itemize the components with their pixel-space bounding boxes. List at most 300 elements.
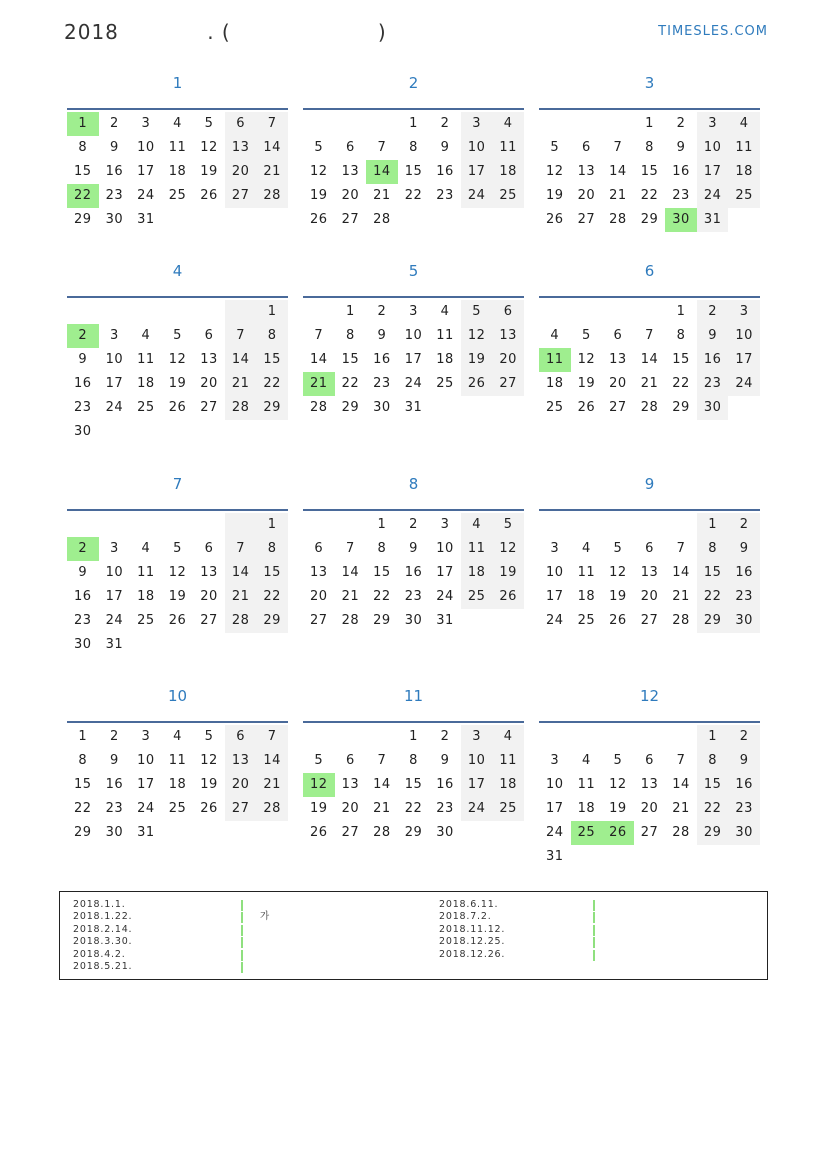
day-grid	[539, 513, 760, 633]
day-cell: 4	[173, 116, 182, 131]
day-cell: 23	[697, 372, 729, 396]
empty-cell	[665, 725, 697, 749]
legend-marker	[241, 962, 243, 973]
day-cell: 3	[109, 328, 119, 343]
day-cell: 16	[728, 561, 760, 585]
empty-cell	[256, 821, 288, 845]
day-cell: 2	[67, 324, 99, 348]
day-cell: 2	[109, 116, 119, 131]
month-divider	[539, 721, 760, 723]
day-cell: 25	[492, 184, 524, 208]
day-cell: 13	[200, 565, 218, 580]
day-cell: 4	[581, 541, 591, 556]
day-cell: 20	[200, 376, 218, 391]
day-cell: 20	[310, 589, 328, 604]
empty-cell	[728, 396, 760, 420]
day-cell: 4	[492, 725, 524, 749]
day-cell: 1	[78, 729, 88, 744]
day-cell: 27	[341, 212, 360, 227]
day-cell: 17	[697, 160, 729, 184]
day-cell: 13	[640, 777, 659, 792]
day-cell: 2	[409, 517, 418, 532]
day-cell: 3	[440, 517, 450, 532]
day-grid	[67, 725, 288, 845]
empty-cell	[461, 609, 493, 633]
day-cell: 26	[461, 372, 493, 396]
day-cell: 19	[200, 164, 218, 179]
month-title: 4	[172, 262, 183, 280]
empty-cell	[571, 513, 603, 537]
month-title: 6	[644, 262, 655, 280]
day-cell: 2	[676, 116, 686, 131]
day-cell: 22	[697, 585, 729, 609]
day-cell: 17	[137, 164, 155, 179]
day-cell: 21	[373, 801, 391, 816]
day-cell: 31	[546, 849, 564, 864]
day-grid	[303, 112, 524, 232]
day-cell: 1	[645, 116, 654, 131]
day-cell: 1	[345, 304, 355, 319]
empty-cell	[461, 821, 493, 845]
day-cell: 4	[728, 112, 760, 136]
day-cell: 20	[225, 160, 257, 184]
empty-cell	[225, 633, 257, 657]
day-cell: 16	[404, 565, 423, 580]
empty-cell	[335, 513, 367, 537]
month-title: 2	[408, 74, 419, 92]
day-cell: 22	[697, 797, 729, 821]
day-cell: 21	[341, 589, 360, 604]
day-cell: 3	[141, 116, 151, 131]
legend-marker	[241, 900, 243, 911]
day-cell: 5	[492, 513, 524, 537]
day-cell: 3	[728, 300, 760, 324]
month-title: 1	[172, 74, 183, 92]
day-cell: 5	[173, 541, 182, 556]
day-grid	[67, 300, 288, 444]
day-cell: 7	[676, 541, 686, 556]
day-cell: 28	[609, 212, 627, 227]
day-cell: 15	[74, 164, 92, 179]
day-cell: 23	[105, 188, 124, 203]
empty-cell	[602, 112, 634, 136]
day-cell: 2	[728, 513, 760, 537]
month-divider	[539, 108, 760, 110]
day-cell: 19	[310, 801, 328, 816]
day-cell: 1	[409, 116, 418, 131]
day-cell: 24	[137, 801, 155, 816]
day-cell: 1	[676, 304, 686, 319]
month-divider	[539, 509, 760, 511]
legend-marker	[593, 925, 595, 936]
day-cell: 12	[200, 753, 218, 768]
day-cell: 12	[168, 352, 187, 367]
day-cell: 24	[461, 797, 493, 821]
day-cell: 29	[256, 609, 288, 633]
day-cell: 13	[341, 777, 360, 792]
day-cell: 24	[137, 188, 155, 203]
day-cell: 1	[377, 517, 387, 532]
day-cell: 10	[461, 136, 493, 160]
day-cell: 2	[697, 300, 729, 324]
day-cell: 18	[168, 777, 187, 792]
legend-date: 2018.7.2.	[439, 911, 492, 923]
day-cell: 16	[74, 589, 92, 604]
day-cell: 11	[461, 537, 493, 561]
day-grid	[539, 112, 760, 232]
day-cell: 5	[550, 140, 560, 155]
empty-cell	[602, 725, 634, 749]
day-cell: 27	[492, 372, 524, 396]
day-cell: 8	[256, 324, 288, 348]
empty-cell	[67, 513, 99, 537]
day-cell: 21	[640, 376, 659, 391]
day-cell: 11	[436, 328, 454, 343]
day-cell: 8	[377, 541, 387, 556]
empty-cell	[665, 845, 697, 869]
day-cell: 12	[303, 773, 335, 797]
day-cell: 26	[609, 613, 627, 628]
holiday-legend	[59, 891, 768, 980]
empty-cell	[492, 396, 524, 420]
day-cell: 14	[341, 565, 360, 580]
day-cell: 17	[137, 777, 155, 792]
day-cell: 13	[640, 565, 659, 580]
day-cell: 19	[200, 777, 218, 792]
day-cell: 16	[436, 777, 454, 792]
day-cell: 26	[492, 585, 524, 609]
day-cell: 31	[137, 825, 155, 840]
day-cell: 29	[74, 212, 92, 227]
legend-item	[73, 936, 132, 948]
day-cell: 28	[640, 400, 659, 415]
day-cell: 26	[310, 212, 328, 227]
month-divider	[67, 108, 288, 110]
day-cell: 14	[225, 561, 257, 585]
day-cell: 1	[256, 300, 288, 324]
day-cell: 16	[74, 376, 92, 391]
day-cell: 21	[225, 585, 257, 609]
day-cell: 16	[697, 348, 729, 372]
day-cell: 3	[109, 541, 119, 556]
day-cell: 24	[105, 613, 124, 628]
day-cell: 4	[141, 541, 151, 556]
day-cell: 16	[436, 164, 454, 179]
day-cell: 28	[341, 613, 360, 628]
month-title: 9	[644, 475, 655, 493]
day-cell: 8	[676, 328, 686, 343]
day-cell: 12	[546, 164, 564, 179]
empty-cell	[539, 513, 571, 537]
legend-item	[439, 899, 505, 911]
day-cell: 10	[461, 749, 493, 773]
day-cell: 6	[204, 541, 214, 556]
day-cell: 7	[676, 753, 686, 768]
day-cell: 31	[105, 637, 124, 652]
empty-cell	[634, 300, 666, 324]
empty-cell	[539, 725, 571, 749]
day-cell: 25	[137, 613, 155, 628]
day-cell: 9	[728, 537, 760, 561]
empty-cell	[193, 513, 225, 537]
day-cell: 27	[225, 797, 257, 821]
day-cell: 23	[74, 613, 92, 628]
day-cell: 7	[613, 140, 623, 155]
legend-marker	[241, 937, 243, 948]
day-cell: 10	[697, 136, 729, 160]
empty-cell	[162, 513, 194, 537]
day-cell: 14	[225, 348, 257, 372]
day-cell: 18	[461, 561, 493, 585]
day-cell: 21	[256, 773, 288, 797]
month-divider	[67, 296, 288, 298]
day-cell: 3	[550, 753, 560, 768]
empty-cell	[99, 300, 131, 324]
day-cell: 6	[492, 300, 524, 324]
day-cell: 12	[609, 565, 627, 580]
legend-marker	[593, 950, 595, 961]
day-cell: 20	[341, 188, 360, 203]
empty-cell	[130, 513, 162, 537]
day-cell: 3	[461, 112, 493, 136]
legend-date: 2018.11.12.	[439, 923, 506, 935]
empty-cell	[225, 300, 257, 324]
month-title: 10	[167, 687, 188, 705]
empty-cell	[665, 513, 697, 537]
empty-cell	[303, 725, 335, 749]
day-cell: 28	[225, 396, 257, 420]
day-cell: 19	[461, 348, 493, 372]
legend-item	[439, 911, 505, 923]
month-divider	[303, 721, 524, 723]
month-divider	[67, 509, 288, 511]
empty-cell	[303, 300, 335, 324]
day-cell: 20	[640, 801, 659, 816]
day-cell: 3	[461, 725, 493, 749]
empty-cell	[335, 112, 367, 136]
day-cell: 8	[697, 537, 729, 561]
day-cell: 11	[168, 140, 187, 155]
day-cell: 15	[404, 777, 423, 792]
empty-cell	[461, 396, 493, 420]
day-cell: 19	[609, 801, 627, 816]
day-cell: 27	[225, 184, 257, 208]
day-cell: 14	[310, 352, 328, 367]
day-cell: 2	[728, 725, 760, 749]
day-cell: 27	[577, 212, 596, 227]
day-cell: 30	[697, 396, 729, 420]
day-cell: 3	[141, 729, 151, 744]
empty-cell	[303, 513, 335, 537]
day-cell: 4	[440, 304, 450, 319]
day-cell: 4	[492, 112, 524, 136]
day-cell: 19	[492, 561, 524, 585]
day-cell: 8	[409, 753, 418, 768]
day-cell: 30	[105, 825, 124, 840]
day-cell: 26	[200, 801, 218, 816]
day-cell: 27	[200, 400, 218, 415]
day-cell: 12	[168, 565, 187, 580]
legend-marker	[241, 925, 243, 936]
legend-date: 2018.12.26.	[439, 948, 506, 960]
day-grid	[539, 725, 760, 869]
day-cell: 23	[74, 400, 92, 415]
day-cell: 9	[377, 328, 387, 343]
day-cell: 4	[581, 753, 591, 768]
day-cell: 20	[640, 589, 659, 604]
empty-cell	[256, 420, 288, 444]
day-cell: 29	[640, 212, 659, 227]
day-cell: 25	[168, 188, 187, 203]
empty-cell	[602, 300, 634, 324]
day-cell: 18	[137, 376, 155, 391]
empty-cell	[162, 633, 194, 657]
day-cell: 7	[256, 112, 288, 136]
day-cell: 20	[492, 348, 524, 372]
day-cell: 29	[404, 825, 423, 840]
day-cell: 27	[310, 613, 328, 628]
empty-cell	[303, 112, 335, 136]
day-grid	[303, 513, 524, 633]
day-cell: 9	[109, 140, 119, 155]
day-cell: 25	[546, 400, 564, 415]
day-cell: 22	[373, 589, 391, 604]
day-cell: 24	[436, 589, 454, 604]
legend-date: 2018.3.30.	[73, 936, 133, 948]
day-cell: 10	[546, 777, 564, 792]
day-cell: 20	[341, 801, 360, 816]
day-cell: 22	[74, 801, 92, 816]
day-cell: 28	[373, 825, 391, 840]
day-cell: 13	[310, 565, 328, 580]
legend-marker	[241, 950, 243, 961]
day-cell: 13	[341, 164, 360, 179]
day-cell: 6	[581, 140, 591, 155]
day-cell: 23	[728, 585, 760, 609]
empty-cell	[225, 420, 257, 444]
day-cell: 11	[492, 136, 524, 160]
day-cell: 27	[200, 613, 218, 628]
day-cell: 6	[645, 753, 654, 768]
day-cell: 15	[256, 348, 288, 372]
day-cell: 15	[640, 164, 659, 179]
empty-cell	[634, 513, 666, 537]
empty-cell	[162, 420, 194, 444]
day-cell: 17	[404, 352, 423, 367]
day-cell: 14	[672, 777, 690, 792]
day-cell: 14	[256, 136, 288, 160]
day-cell: 7	[645, 328, 654, 343]
day-cell: 12	[310, 164, 328, 179]
day-cell: 13	[200, 352, 218, 367]
day-cell: 11	[492, 749, 524, 773]
empty-cell	[99, 513, 131, 537]
day-cell: 1	[256, 513, 288, 537]
empty-cell	[429, 396, 461, 420]
site-name: TIMESLES.COM	[658, 24, 768, 39]
month-divider	[303, 108, 524, 110]
legend-date: 2018.1.1.	[73, 899, 126, 910]
day-cell: 12	[492, 537, 524, 561]
day-cell: 11	[577, 565, 596, 580]
day-cell: 11	[577, 777, 596, 792]
day-cell: 18	[137, 589, 155, 604]
day-grid	[303, 300, 524, 420]
day-cell: 15	[404, 164, 423, 179]
day-cell: 26	[310, 825, 328, 840]
day-cell: 24	[546, 825, 564, 840]
day-cell: 20	[609, 376, 627, 391]
day-cell: 13	[609, 352, 627, 367]
day-cell: 29	[373, 613, 391, 628]
day-cell: 30	[74, 637, 92, 652]
legend-item	[73, 911, 270, 923]
day-cell: 18	[577, 801, 596, 816]
day-cell: 25	[168, 801, 187, 816]
empty-cell	[225, 513, 257, 537]
day-cell: 3	[550, 541, 560, 556]
day-cell: 25	[571, 821, 603, 845]
day-cell: 23	[105, 801, 124, 816]
day-cell: 10	[546, 565, 564, 580]
day-cell: 21	[256, 160, 288, 184]
day-cell: 28	[225, 609, 257, 633]
empty-cell	[539, 300, 571, 324]
empty-cell	[130, 300, 162, 324]
empty-cell	[492, 821, 524, 845]
empty-cell	[366, 725, 398, 749]
empty-cell	[539, 112, 571, 136]
month-divider	[303, 296, 524, 298]
day-cell: 18	[492, 160, 524, 184]
day-cell: 14	[609, 164, 627, 179]
empty-cell	[225, 821, 257, 845]
day-cell: 8	[645, 140, 654, 155]
day-cell: 10	[728, 324, 760, 348]
day-cell: 14	[366, 160, 398, 184]
empty-cell	[162, 821, 194, 845]
day-cell: 5	[204, 116, 214, 131]
day-cell: 7	[314, 328, 324, 343]
day-cell: 28	[672, 613, 690, 628]
day-cell: 28	[256, 797, 288, 821]
day-cell: 5	[204, 729, 214, 744]
day-cell: 6	[645, 541, 654, 556]
day-cell: 18	[436, 352, 454, 367]
day-cell: 9	[440, 753, 450, 768]
day-cell: 19	[168, 376, 187, 391]
day-cell: 15	[672, 352, 690, 367]
day-cell: 13	[492, 324, 524, 348]
day-cell: 9	[78, 352, 88, 367]
day-cell: 21	[672, 801, 690, 816]
day-cell: 24	[105, 400, 124, 415]
day-cell: 9	[109, 753, 119, 768]
legend-column-left	[73, 899, 270, 973]
day-cell: 25	[492, 797, 524, 821]
day-cell: 6	[204, 328, 214, 343]
empty-cell	[366, 112, 398, 136]
legend-item	[73, 924, 132, 936]
day-cell: 8	[256, 537, 288, 561]
day-cell: 22	[256, 585, 288, 609]
day-cell: 4	[550, 328, 560, 343]
day-cell: 30	[74, 424, 92, 439]
day-cell: 9	[409, 541, 418, 556]
day-cell: 9	[728, 749, 760, 773]
day-cell: 16	[672, 164, 690, 179]
day-cell: 17	[461, 160, 493, 184]
